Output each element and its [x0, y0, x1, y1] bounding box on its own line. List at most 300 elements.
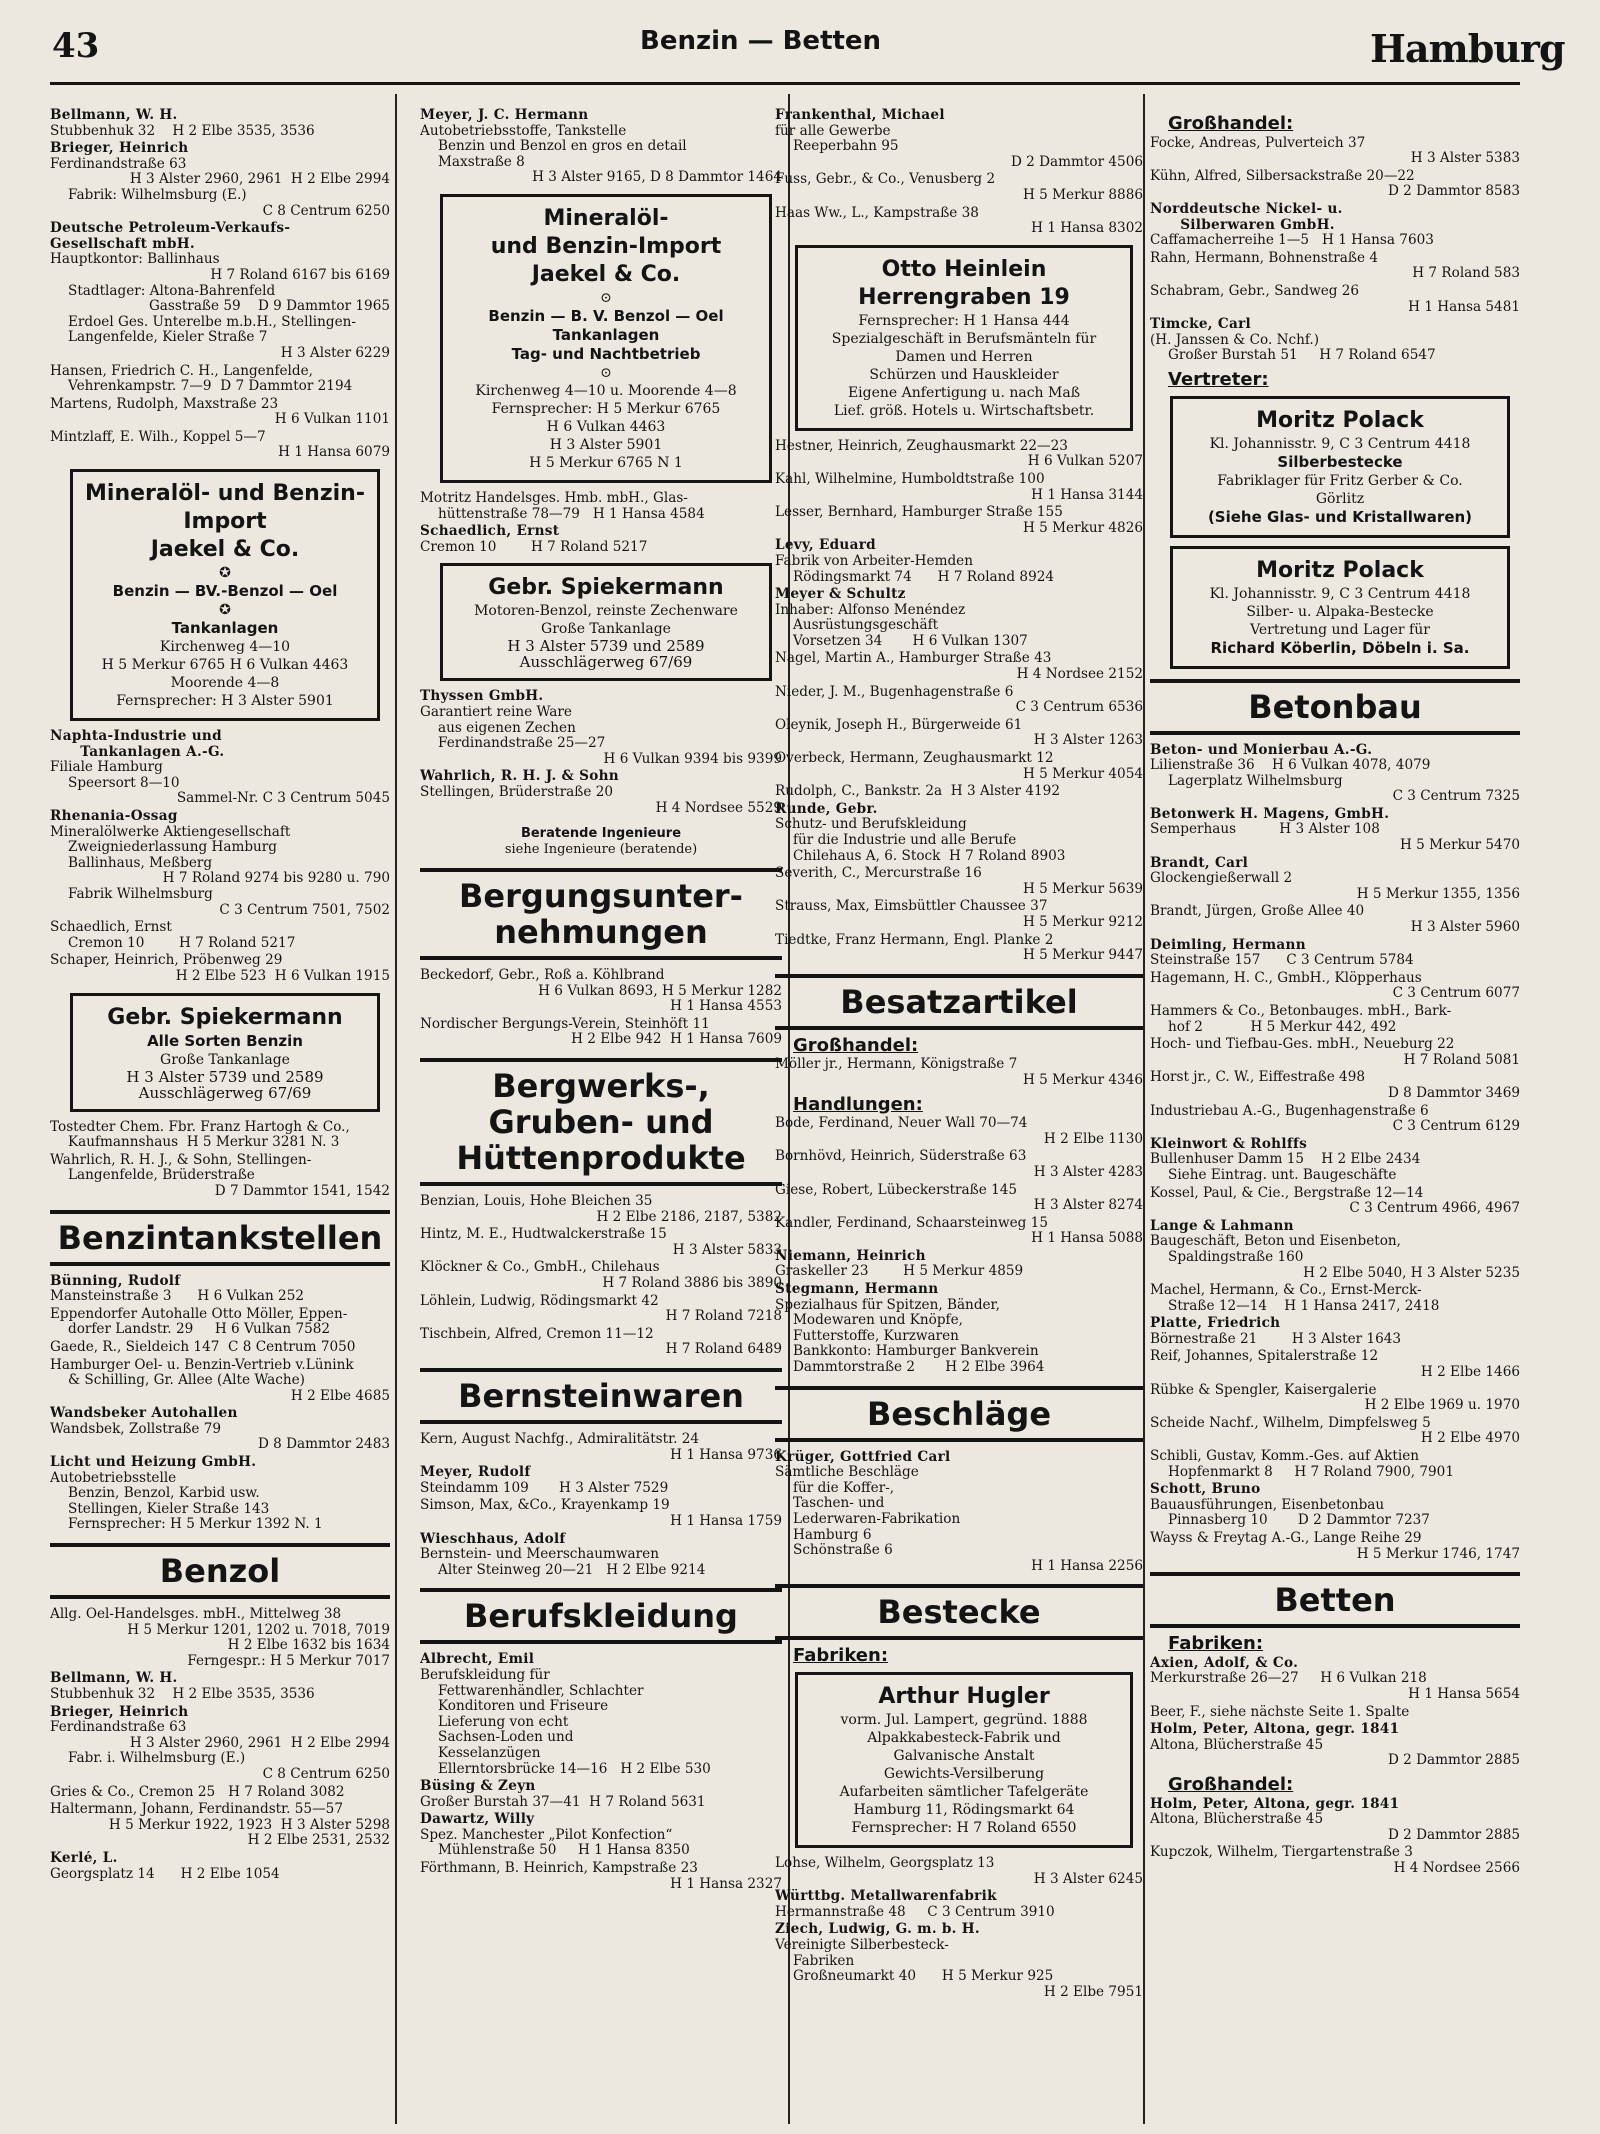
entry-line: Glockengießerwall 2 [1150, 871, 1293, 887]
entry-line: Mintzlaff, E. Wilh., Koppel 5—7 [50, 429, 266, 445]
entry-line: für alle Gewerbe [775, 123, 891, 139]
directory-entry [420, 1465, 782, 1496]
ad-line: ✪ [219, 565, 231, 582]
ad-line: Spezialgeschäft in Berufsmänteln für [831, 330, 1097, 347]
entry-line: Gasstraße 59 D 9 Dammtor 1965 [148, 299, 390, 315]
entry-line: D 2 Dammtor 4506 [1010, 154, 1143, 170]
directory-entry [775, 1282, 1143, 1376]
entry-line: Hoch- und Tiefbau-Ges. mbH., Neueburg 22 [1150, 1037, 1455, 1053]
entry-line: Graskeller 23 H 5 Merkur 4859 [775, 1264, 1024, 1280]
entry-line: Kaufmannshaus H 5 Merkur 3281 N. 3 [68, 1135, 340, 1151]
ad-line: Aufarbeiten sämtlicher Tafelgeräte [839, 1783, 1089, 1800]
ad-line: ⊙ [600, 289, 612, 306]
entry-line: Ausrüstungsgeschäft [793, 618, 939, 634]
entry-name: Naphta-Industrie und Tankanlagen A.-G. [50, 729, 225, 760]
entry-line: D 2 Dammtor 2885 [1387, 1827, 1520, 1843]
directory-entry [50, 1307, 390, 1338]
entry-line: Klöckner & Co., GmbH., Chilehaus [420, 1260, 660, 1276]
entry-line: H 1 Hansa 6079 [278, 445, 390, 461]
entry-line: Rödingsmarkt 74 H 7 Roland 8924 [793, 569, 1055, 585]
ad-line: Motoren-Benzol, reinste Zechenware [474, 603, 738, 620]
entry-line: C 3 Centrum 7325 [1392, 789, 1520, 805]
entry-line: Hamburg 6 [793, 1527, 872, 1543]
entry-line: Lagerplatz Wilhelmsburg [1168, 773, 1343, 789]
entry-name: Platte, Friedrich [1150, 1316, 1281, 1332]
entry-line: Stadtlager: Altona-Bahrenfeld [68, 283, 276, 299]
entry-line: dorfer Landstr. 29 H 6 Vulkan 7582 [68, 1322, 331, 1338]
entry-line: Lilienstraße 36 H 6 Vulkan 4078, 4079 [1150, 758, 1431, 774]
directory-entry [1150, 904, 1520, 935]
entry-line: Stellingen, Brüderstraße 20 [420, 784, 614, 800]
entry-line: Fuss, Gebr., & Co., Venusberg 2 [775, 172, 996, 188]
entry-line: Börnestraße 21 H 3 Alster 1643 [1150, 1331, 1402, 1347]
directory-entry [1150, 1104, 1520, 1135]
ad-line: Moorende 4—8 [170, 675, 280, 692]
ad-line: Mineralöl- [543, 205, 669, 231]
entry-name: Lange & Lahmann [1150, 1218, 1294, 1234]
directory-entry [420, 1260, 782, 1291]
directory-entry [1150, 1070, 1520, 1101]
entry-name: Albrecht, Emil [420, 1652, 535, 1668]
directory-entry [50, 221, 390, 361]
directory-entry [1150, 1722, 1520, 1769]
ad-line: Silber- u. Alpaka-Bestecke [1246, 603, 1434, 620]
directory-entry [775, 685, 1143, 716]
ad-line: H 6 Vulkan 4463 [546, 418, 666, 435]
ad-line: Mineralöl- und Benzin-Import [85, 481, 365, 535]
entry-line: Overbeck, Hermann, Zeughausmarkt 12 [775, 751, 1054, 767]
directory-entry [1150, 136, 1520, 167]
directory-entry [1150, 971, 1520, 1002]
note-subtitle: siehe Ingenieure (beratende) [504, 842, 698, 858]
entry-line: H 4 Nordsee 2566 [1393, 1860, 1520, 1876]
ad-line: Fabriklager für Fritz Gerber & Co. [1217, 472, 1463, 489]
entry-line: Kossel, Paul, & Cie., Bergstraße 12—14 [1150, 1185, 1424, 1201]
entry-line: Industriebau A.-G., Bugenhagenstraße 6 [1150, 1103, 1429, 1119]
directory-entry [1150, 1186, 1520, 1217]
entry-name: Wieschhaus, Adolf [420, 1531, 566, 1547]
directory-entry [50, 1705, 390, 1783]
ad-line: Kirchenweg 4—10 u. Moorende 4—8 [475, 382, 737, 399]
entry-line: Förthmann, B. Heinrich, Kampstraße 23 [420, 1861, 698, 1877]
entry-name: Dawartz, Willy [420, 1812, 535, 1828]
ad-line: Lief. größ. Hotels u. Wirtschaftsbetr. [833, 402, 1095, 419]
ad-line: ⊙ [600, 364, 612, 381]
entry-line: Filiale Hamburg [50, 760, 163, 776]
entry-line: H 7 Roland 6489 [665, 1342, 782, 1358]
entry-line: H 6 Vulkan 8693, H 5 Merkur 1282 [538, 983, 782, 999]
entry-line: Wahrlich, R. H. J., & Sohn, Stellingen- [50, 1152, 312, 1168]
ad-line: Fernsprecher: H 7 Roland 6550 [851, 1819, 1077, 1836]
directory-entry [1150, 807, 1520, 854]
directory-entry [1150, 1004, 1520, 1035]
advertisement-box [70, 993, 380, 1112]
entry-line: H 3 Alster 2960, 2961 H 2 Elbe 2994 [129, 172, 390, 188]
column-divider [395, 94, 397, 2124]
entry-line: H 3 Alster 1263 [1033, 733, 1143, 749]
advertisement-box [795, 245, 1133, 431]
advertisement-box [440, 563, 772, 681]
entry-line: C 3 Centrum 6077 [1392, 986, 1520, 1002]
entry-line: Hagemann, H. C., GmbH., Klöpperhaus [1150, 970, 1422, 986]
advertisement-box [70, 469, 380, 721]
entry-line: Möller jr., Hermann, Königstraße 7 [775, 1057, 1018, 1073]
entry-line: D 2 Dammtor 2885 [1387, 1753, 1520, 1769]
entry-line: H 2 Elbe 7951 [1043, 1984, 1143, 2000]
entry-line: Spezialhaus für Spitzen, Bänder, [775, 1297, 1000, 1313]
ad-line: Große Tankanlage [541, 621, 671, 638]
entry-name: Büsing & Zeyn [420, 1779, 536, 1795]
entry-line: H 5 Merkur 4054 [1022, 766, 1143, 782]
entry-line: Reif, Johannes, Spitalerstraße 12 [1150, 1349, 1379, 1365]
entry-line: Siehe Eintrag. unt. Baugeschäfte [1168, 1167, 1397, 1183]
ad-line: Fernsprecher: H 5 Merkur 6765 [491, 400, 721, 417]
entry-line: Oleynik, Joseph H., Bürgerweide 61 [775, 717, 1023, 733]
entry-name: Bünning, Rudolf [50, 1273, 181, 1289]
entry-line: Kühn, Alfred, Silbersackstraße 20—22 [1150, 168, 1415, 184]
entry-line: D 8 Dammtor 3469 [1387, 1085, 1520, 1101]
entry-line: Steinstraße 157 C 3 Centrum 5784 [1150, 953, 1414, 969]
advertisement-box [1170, 396, 1510, 538]
directory-entry [50, 729, 390, 807]
entry-line: H 5 Merkur 9212 [1022, 914, 1143, 930]
entry-line: Hestner, Heinrich, Zeughausmarkt 22—23 [775, 438, 1068, 454]
entry-name: Wandsbeker Autohallen [50, 1406, 238, 1422]
ad-line: Tag- und Nachtbetrieb [511, 344, 701, 363]
ad-line: Jaekel & Co. [531, 261, 681, 287]
entry-line: Machel, Hermann, & Co., Ernst-Merck- [1150, 1283, 1422, 1299]
column-2 [420, 108, 782, 1894]
entry-line: H 2 Elbe 1969 u. 1970 [1364, 1398, 1520, 1414]
entry-line: Brandt, Jürgen, Große Allee 40 [1150, 904, 1365, 920]
section-heading: Bergwerks-, Gruben- und Hüttenprodukte [420, 1058, 782, 1186]
ad-line: Benzin — B. V. Benzol — Oel [488, 306, 724, 325]
entry-line: H 5 Merkur 4826 [1022, 520, 1143, 536]
subsection-heading: Handlungen: [793, 1093, 923, 1115]
section-heading: Bergungsunter- nehmungen [420, 868, 782, 960]
entry-line: Großer Burstah 37—41 H 7 Roland 5631 [420, 1794, 706, 1810]
entry-line: H 6 Vulkan 5207 [1027, 454, 1143, 470]
entry-line: H 2 Elbe 523 H 6 Vulkan 1915 [175, 968, 390, 984]
entry-name: Timcke, Carl [1150, 317, 1252, 333]
entry-line: C 3 Centrum 6536 [1015, 700, 1143, 716]
directory-entry [420, 769, 782, 816]
entry-name: Axien, Adolf, & Co. [1150, 1655, 1299, 1671]
directory-entry [420, 491, 782, 522]
directory-entry [775, 1183, 1143, 1214]
entry-line: Kern, August Nachfg., Admiralitätstr. 24 [420, 1432, 700, 1447]
entry-name: Beton- und Monierbau A.-G. [1150, 742, 1373, 758]
advertisement-box [1170, 546, 1510, 669]
entry-line: Dammtorstraße 2 H 2 Elbe 3964 [793, 1360, 1045, 1376]
entry-line: H 5 Merkur 9447 [1022, 948, 1143, 964]
entry-line: Severith, C., Mercurstraße 16 [775, 866, 982, 882]
directory-entry [420, 524, 782, 555]
directory-entry [50, 1340, 390, 1356]
entry-line: C 8 Centrum 6250 [262, 203, 390, 219]
directory-entry [50, 1607, 390, 1669]
entry-line: H 3 Alster 9165, D 8 Dammtor 1464 [532, 170, 782, 186]
directory-entry [1150, 1449, 1520, 1480]
directory-entry [50, 1671, 390, 1702]
entry-name: Stegmann, Hermann [775, 1282, 939, 1298]
column-divider [1143, 94, 1145, 2124]
entry-name: Runde, Gebr. [775, 801, 878, 817]
entry-line: H 1 Hansa 2327 [670, 1876, 782, 1892]
entry-line: D 2 Dammtor 8583 [1387, 184, 1520, 200]
subsection-heading: Fabriken: [793, 1645, 889, 1667]
entry-line: Vereinigte Silberbesteck- [775, 1937, 949, 1953]
ad-line: Moritz Polack [1256, 407, 1424, 433]
entry-line: H 7 Roland 6167 bis 6169 [210, 267, 390, 283]
entry-line: Lohse, Wilhelm, Georgsplatz 13 [775, 1855, 995, 1871]
directory-entry [50, 809, 390, 918]
directory-entry [420, 968, 782, 1015]
ad-line: Ausschlägerweg 67/69 [519, 653, 693, 672]
entry-name: Frankenthal, Michael [775, 108, 945, 123]
entry-line: Langenfelde, Brüderstraße [68, 1168, 255, 1184]
running-head: Benzin — Betten [640, 26, 882, 56]
ad-line: H 5 Merkur 6765 N 1 [529, 454, 683, 471]
entry-line: Ferdinandstraße 63 [50, 156, 187, 172]
subsection-heading: Großhandel: [1168, 1773, 1294, 1795]
entry-line: Kahl, Wilhelmine, Humboldtstraße 100 [775, 471, 1045, 487]
ad-line: Benzin — BV.-Benzol — Oel [112, 582, 338, 601]
entry-line: Autobetriebsstoffe, Tankstelle [420, 123, 627, 139]
subsection-heading: Großhandel: [793, 1034, 919, 1056]
entry-line: H 2 Elbe 4685 [290, 1388, 390, 1404]
ad-line: Galvanische Anstalt [893, 1747, 1035, 1764]
entry-line: Ferdinandstraße 25—27 [438, 736, 606, 752]
entry-name: Ziech, Ludwig, G. m. b. H. [775, 1922, 980, 1938]
entry-line: Bernstein- und Meerschaumwaren [420, 1547, 659, 1563]
entry-line: Hermannstraße 48 C 3 Centrum 3910 [775, 1904, 1055, 1920]
entry-name: Niemann, Heinrich [775, 1248, 926, 1264]
entry-line: Simson, Max, &Co., Krayenkamp 19 [420, 1498, 670, 1514]
entry-name: Thyssen GmbH. [420, 689, 544, 705]
section-heading: Benzintankstellen [50, 1210, 390, 1266]
entry-line: für die Industrie und alle Berufe [793, 833, 1017, 848]
entry-line: Altona, Blücherstraße 45 [1150, 1812, 1324, 1828]
entry-line: C 3 Centrum 4966, 4967 [1349, 1201, 1520, 1217]
entry-line: Wayss & Freytag A.-G., Lange Reihe 29 [1150, 1531, 1422, 1546]
column-4 [1150, 108, 1520, 1879]
entry-line: Großneumarkt 40 H 5 Merkur 925 [793, 1969, 1054, 1985]
entry-line: Inhaber: Alfonso Menéndez [775, 602, 966, 618]
entry-line: H 1 Hansa 5654 [1408, 1686, 1520, 1702]
entry-line: Bornhövd, Heinrich, Süderstraße 63 [775, 1149, 1027, 1165]
entry-line: Sammel-Nr. C 3 Centrum 5045 [176, 791, 390, 807]
directory-entry [1150, 1531, 1520, 1562]
ad-line: Gewichts-Versilberung [883, 1765, 1045, 1782]
entry-line: Cremon 10 H 7 Roland 5217 [68, 935, 296, 951]
entry-line: H 1 Hansa 3144 [1031, 487, 1143, 503]
directory-entry [50, 1153, 390, 1200]
directory-entry [775, 1856, 1143, 1887]
ad-line: Kl. Johannisstr. 9, C 3 Centrum 4418 [1209, 585, 1471, 602]
entry-line: H 7 Roland 3886 bis 3890 [602, 1276, 782, 1292]
entry-line: hof 2 H 5 Merkur 442, 492 [1168, 1019, 1397, 1035]
entry-line: H 7 Roland 583 [1412, 266, 1520, 282]
entry-line: Speersort 8—10 [68, 775, 180, 791]
entry-line: Giese, Robert, Lübeckerstraße 145 [775, 1182, 1018, 1198]
directory-entry [1150, 1383, 1520, 1414]
directory-entry [775, 108, 1143, 170]
entry-line: Gaede, R., Sieldeich 147 C 8 Centrum 7050 [50, 1339, 356, 1355]
entry-line: Vehrenkampstr. 7—9 D 7 Dammtor 2194 [68, 379, 353, 395]
ad-line: Gebr. Spiekermann [488, 575, 724, 601]
entry-line: H 4 Nordsee 5529 [655, 800, 782, 816]
ad-line: Vertretung und Lager für [1250, 621, 1430, 638]
entry-line: H 7 Roland 5081 [1403, 1052, 1520, 1068]
entry-line: H 4 Nordsee 2152 [1016, 667, 1143, 683]
entry-name: Württbg. Metallwarenfabrik [775, 1889, 997, 1905]
entry-name: Brieger, Heinrich [50, 141, 189, 157]
entry-line: Erdoel Ges. Unterelbe m.b.H., Stellingen- [68, 314, 356, 330]
entry-line: H 3 Alster 6245 [1033, 1871, 1143, 1887]
entry-name: Licht und Heizung GmbH. [50, 1455, 257, 1471]
ad-line: H 5 Merkur 6765 H 6 Vulkan 4463 [101, 657, 349, 674]
directory-entry [420, 1498, 782, 1529]
directory-entry [50, 430, 390, 461]
entry-line: H 5 Merkur 5639 [1022, 881, 1143, 897]
entry-name: Bellmann, W. H. [50, 108, 178, 123]
entry-line: Berufskleidung für [420, 1667, 550, 1683]
entry-line: Schibli, Gustav, Komm.-Ges. auf Aktien [1150, 1449, 1419, 1465]
entry-line: hüttenstraße 78—79 H 1 Hansa 4584 [438, 506, 705, 522]
entry-line: Tiedtke, Franz Hermann, Engl. Planke 2 [775, 932, 1054, 948]
entry-line: Nagel, Martin A., Hamburger Straße 43 [775, 651, 1052, 667]
entry-line: H 2 Elbe 1466 [1420, 1365, 1520, 1381]
subsection-heading: Großhandel: [1168, 113, 1294, 134]
entry-line: Steindamm 109 H 3 Alster 7529 [420, 1480, 669, 1496]
section-heading: Bernsteinwaren [420, 1368, 782, 1424]
ad-line: Große Tankanlage [160, 1051, 290, 1068]
entry-line: Strauss, Max, Eimsbüttler Chaussee 37 [775, 899, 1048, 915]
city-title: Hamburg [1370, 26, 1565, 71]
entry-line: H 3 Alster 5383 [1410, 151, 1520, 167]
ad-line: Schürzen und Hauskleider [869, 366, 1059, 383]
directory-entry [420, 1017, 782, 1048]
entry-name: Holm, Peter, Altona, gegr. 1841 [1150, 1796, 1400, 1812]
ad-line: (Siehe Glas- und Kristallwaren) [1207, 507, 1473, 526]
entry-line: Georgsplatz 14 H 2 Elbe 1054 [50, 1866, 280, 1882]
entry-line: Horst jr., C. W., Eiffestraße 498 [1150, 1070, 1366, 1086]
entry-line: Hintz, M. E., Hudtwalckerstraße 15 [420, 1227, 667, 1243]
directory-entry [775, 1922, 1143, 2000]
entry-line: Fabriken [793, 1953, 855, 1969]
directory-entry [420, 1812, 782, 1859]
entry-line: Maxstraße 8 [438, 154, 525, 170]
directory-entry [50, 1274, 390, 1305]
entry-name: Schott, Bruno [1150, 1482, 1261, 1498]
entry-line: Rübke & Spengler, Kaisergalerie [1150, 1382, 1377, 1398]
directory-entry [775, 802, 1143, 864]
directory-entry [50, 1785, 390, 1801]
entry-line: H 5 Merkur 8886 [1022, 187, 1143, 203]
directory-entry [420, 1532, 782, 1579]
entry-line: H 7 Roland 7218 [665, 1309, 782, 1325]
entry-line: Benzin, Benzol, Karbid usw. [68, 1486, 260, 1502]
directory-entry [420, 1194, 782, 1225]
directory-entry [420, 1432, 782, 1463]
directory-entry [775, 1450, 1143, 1575]
directory-entry [50, 1851, 390, 1882]
directory-entry [1150, 251, 1520, 282]
entry-line: Alter Steinweg 20—21 H 2 Elbe 9214 [438, 1562, 706, 1578]
entry-line: Autobetriebsstelle [50, 1470, 177, 1486]
entry-line: Hamburger Oel- u. Benzin-Vertrieb v.Lünink [50, 1357, 354, 1373]
entry-line: Schaedlich, Ernst [50, 920, 172, 936]
entry-line: Chilehaus A, 6. Stock H 7 Roland 8903 [793, 848, 1066, 864]
entry-line: H 2 Elbe 2531, 2532 [247, 1833, 390, 1849]
entry-line: Bauausführungen, Eisenbetonbau [1150, 1497, 1385, 1513]
entry-line: Zweigniederlassung Hamburg [68, 840, 278, 856]
entry-line: Haltermann, Johann, Ferdinandstr. 55—57 [50, 1802, 343, 1818]
entry-line: H 3 Alster 2960, 2961 H 2 Elbe 2994 [129, 1735, 390, 1751]
entry-line: H 1 Hansa 5088 [1031, 1231, 1143, 1247]
entry-line: Hammers & Co., Betonbauges. mbH., Bark- [1150, 1004, 1452, 1019]
directory-entry [420, 1861, 782, 1892]
advertisement-box [795, 1672, 1133, 1848]
entry-line: Löhlein, Ludwig, Rödingsmarkt 42 [420, 1293, 659, 1309]
ad-line: H 3 Alster 5739 und 2589 [126, 1067, 324, 1086]
entry-name: Kleinwort & Rohlffs [1150, 1136, 1308, 1152]
directory-entry [50, 920, 390, 951]
entry-name: Wahrlich, R. H. J. & Sohn [420, 769, 619, 785]
entry-line: Haas Ww., L., Kampstraße 38 [775, 205, 979, 221]
ad-line: Eigene Anfertigung u. nach Maß [847, 384, 1081, 401]
directory-entry [50, 953, 390, 984]
ad-line: Görlitz [1315, 490, 1365, 507]
entry-line: D 8 Dammtor 2483 [257, 1437, 390, 1453]
entry-line: D 7 Dammtor 1541, 1542 [214, 1183, 390, 1199]
entry-line: H 1 Hansa 2256 [1031, 1558, 1143, 1574]
directory-entry [420, 1327, 782, 1358]
directory-entry [775, 206, 1143, 237]
entry-line: Stubbenhuk 32 H 2 Elbe 3535, 3536 [50, 1687, 315, 1702]
note-title: Beratende Ingenieure [520, 826, 682, 842]
entry-name: Levy, Eduard [775, 538, 876, 554]
entry-name: Krüger, Gottfried Carl [775, 1449, 951, 1465]
advertisement-box [440, 194, 772, 483]
entry-name: Brandt, Carl [1150, 855, 1249, 871]
entry-line: Altona, Blücherstraße 45 [1150, 1737, 1324, 1753]
ad-line: Silberbestecke [1277, 452, 1403, 471]
entry-line: H 1 Hansa 5481 [1408, 299, 1520, 315]
entry-line: H 3 Alster 8274 [1033, 1198, 1143, 1214]
directory-entry [775, 172, 1143, 203]
ad-line: Fernsprecher: H 1 Hansa 444 [858, 312, 1070, 329]
directory-entry [775, 1057, 1143, 1088]
directory-entry [775, 1149, 1143, 1180]
entry-line: Tischbein, Alfred, Cremon 11—12 [420, 1326, 654, 1342]
entry-line: Hopfenmarkt 8 H 7 Roland 7900, 7901 [1168, 1464, 1454, 1480]
page-number: 43 [52, 26, 100, 66]
entry-line: Futterstoffe, Kurzwaren [793, 1328, 959, 1344]
entry-line: Scheide Nachf., Wilhelm, Dimpfelsweg 5 [1150, 1415, 1431, 1431]
ad-line: Gebr. Spiekermann [107, 1004, 343, 1030]
directory-entry [50, 1802, 390, 1849]
entry-line: Langenfelde, Kieler Straße 7 [68, 330, 268, 346]
directory-entry [50, 364, 390, 395]
entry-name: Meyer & Schultz [775, 587, 906, 603]
entry-name: Kerlé, L. [50, 1850, 118, 1866]
entry-line: Fettwarenhändler, Schlachter [438, 1683, 644, 1699]
section-heading: Beschläge [775, 1386, 1143, 1442]
ad-line: Tankanlagen [552, 325, 660, 344]
entry-line: Nieder, J. M., Bugenhagenstraße 6 [775, 684, 1014, 700]
